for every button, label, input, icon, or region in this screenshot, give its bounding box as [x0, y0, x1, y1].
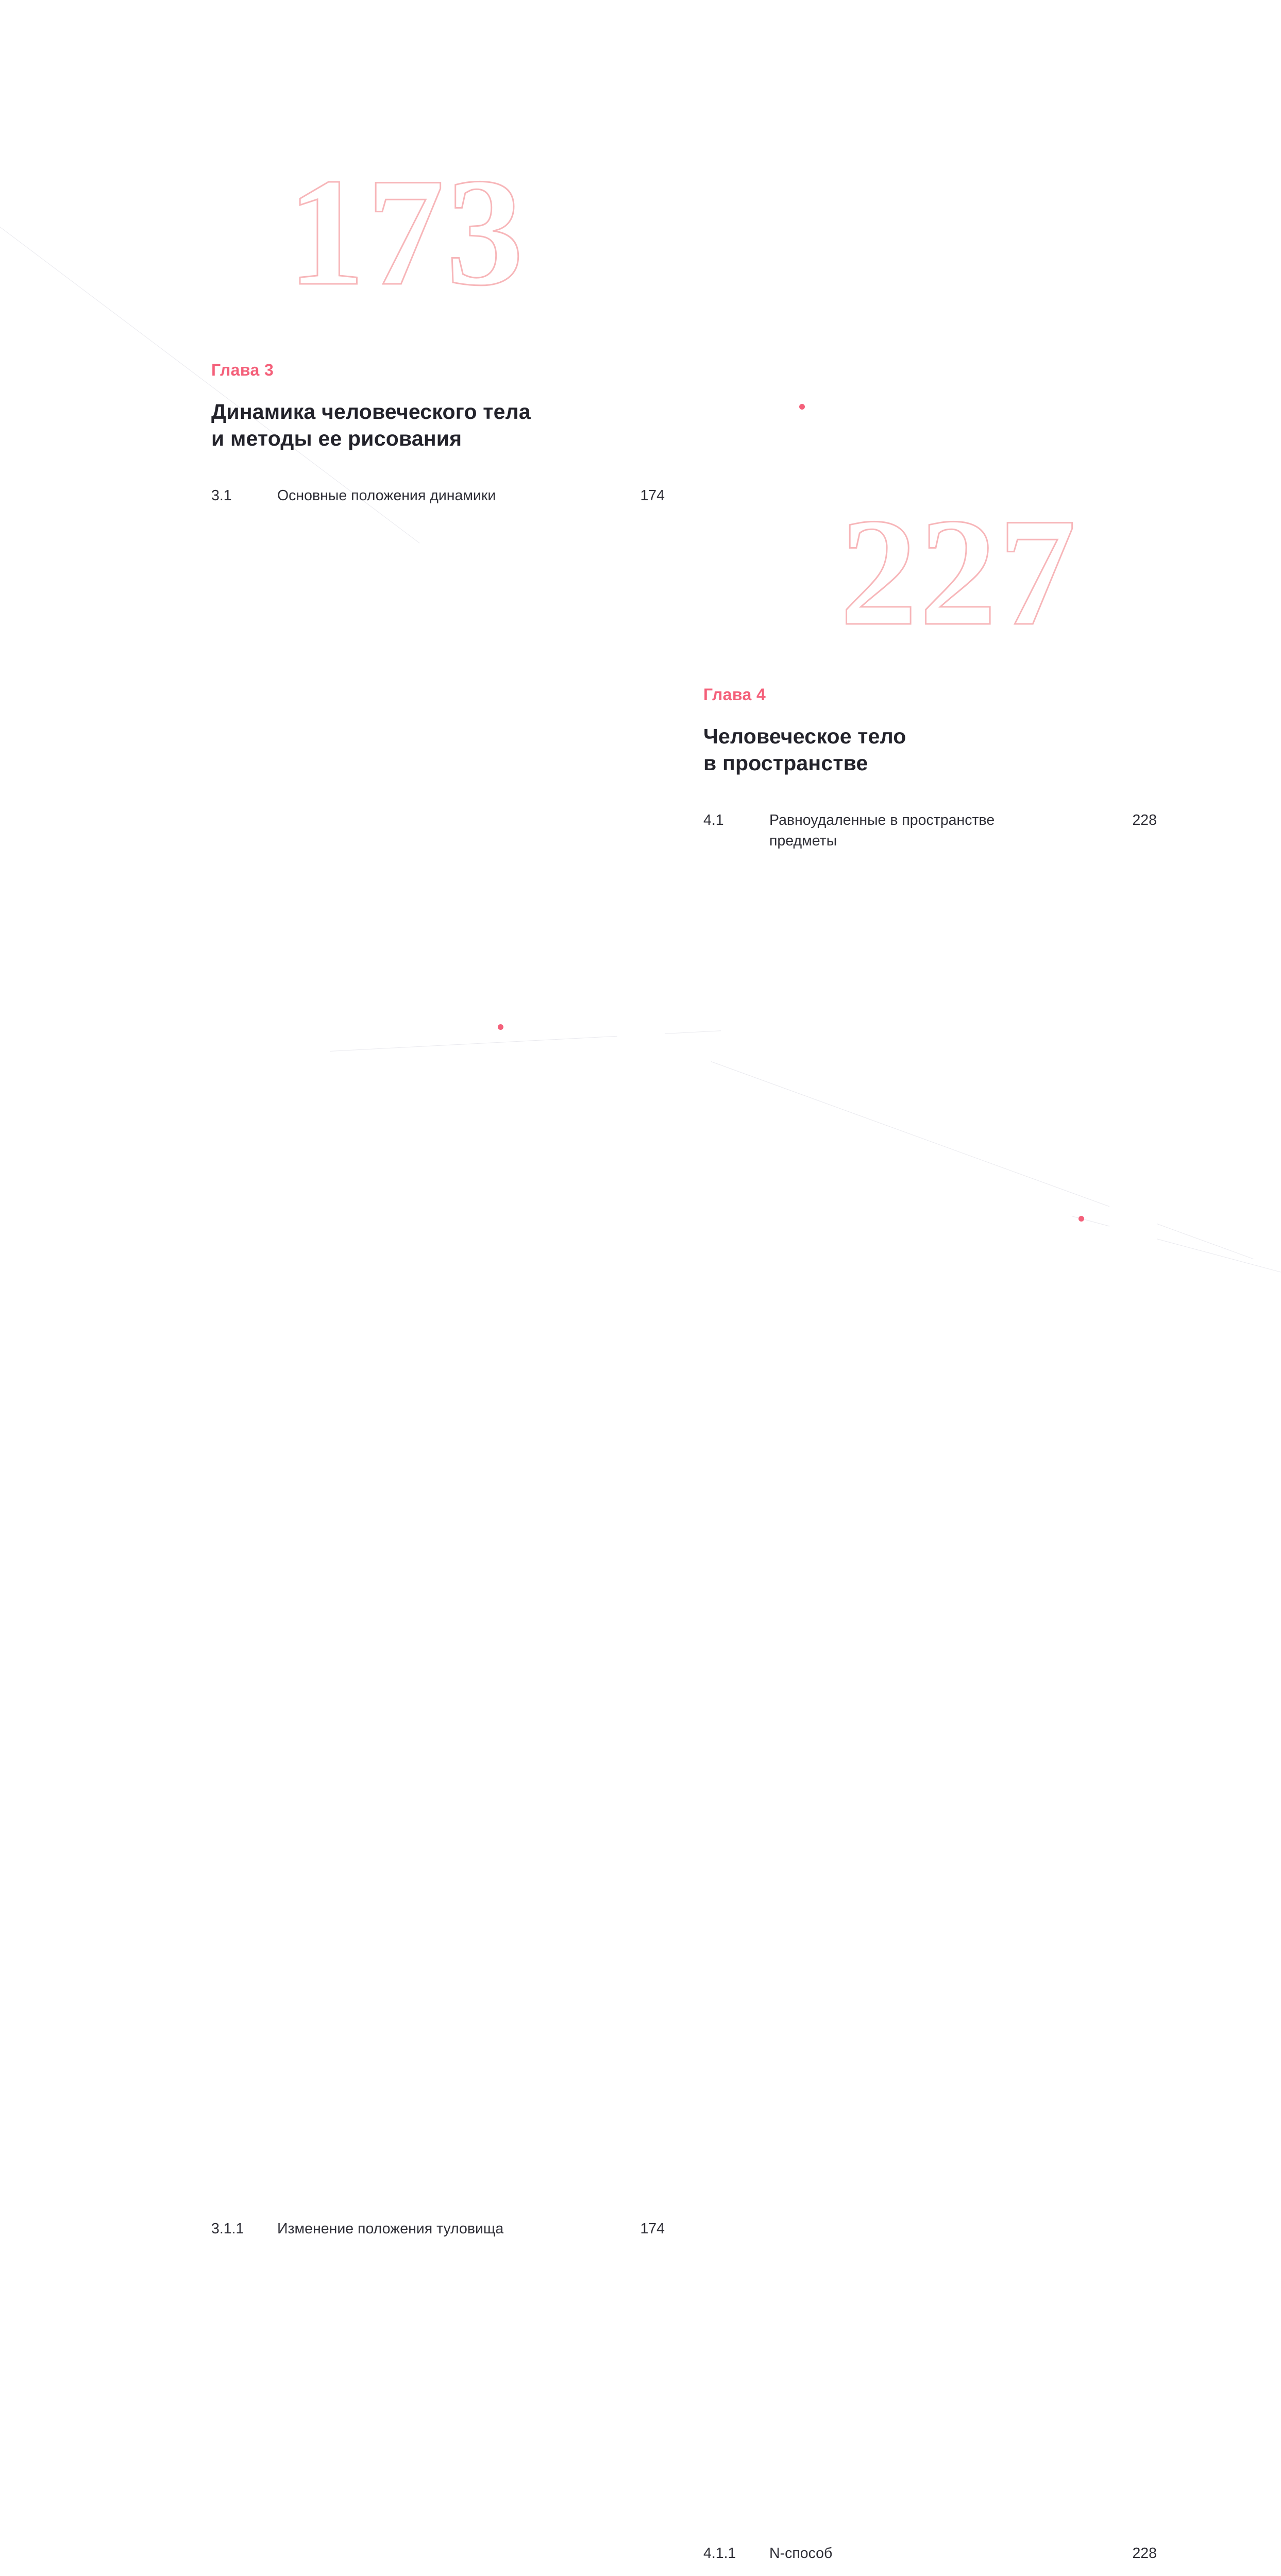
toc-entry-title[interactable]: [769, 2543, 1109, 2576]
chapter-3-toc-table: [211, 485, 665, 2576]
chapter-3-toc-body: [211, 485, 665, 2576]
toc-entry[interactable]: [211, 485, 665, 2218]
chapter-4-title-line-1: Человеческое тело: [703, 724, 906, 748]
chapter-4-title-line-2: в пространстве: [703, 751, 868, 775]
toc-entry[interactable]: [211, 2218, 665, 2576]
chapter-4-toc-body: [703, 810, 1157, 2576]
toc-entry-number: 3.1: [211, 487, 232, 504]
chapter-3-title: [211, 398, 665, 452]
toc-entry-page[interactable]: 174: [617, 2218, 665, 2576]
chapter-4-column: [703, 685, 1157, 2576]
chapter-4-label: Глава 4: [703, 685, 766, 704]
toc-entry-title-line: Изменение положения туловища: [277, 2220, 504, 2237]
chapter-4-title: [703, 723, 1157, 777]
toc-entry-title[interactable]: [277, 485, 617, 2218]
toc-entry[interactable]: [703, 810, 1157, 2543]
chapter-3-label: Глава 3: [211, 361, 274, 379]
toc-entry-title-line: Равноудаленные в пространстве: [769, 811, 995, 828]
toc-entry-number: 4.1: [703, 811, 724, 828]
chapter-3-column: [211, 361, 665, 2576]
toc-entry[interactable]: [703, 2543, 1157, 2576]
big-page-number-right: 227: [840, 486, 1078, 657]
toc-entry-page[interactable]: 228: [1109, 810, 1157, 2543]
big-page-number-left: 173: [288, 146, 526, 317]
decor-dot-1: [799, 404, 805, 410]
toc-entry-page[interactable]: 228: [1109, 2543, 1157, 2576]
toc-entry-title[interactable]: [277, 2218, 617, 2576]
toc-entry-title-line: N-способ: [769, 2545, 833, 2562]
toc-entry-title-line: предметы: [769, 833, 837, 850]
toc-entry-page[interactable]: 174: [617, 485, 665, 2218]
chapter-4-toc-table: [703, 810, 1157, 2576]
chapter-3-title-line-1: Динамика человеческого тела: [211, 400, 531, 423]
chapter-3-title-line-2: и методы ее рисования: [211, 427, 462, 451]
toc-entry-title-line: Основные положения динамики: [277, 487, 496, 504]
toc-entry-number: 4.1.1: [703, 2545, 736, 2562]
toc-entry-number: 3.1.1: [211, 2220, 244, 2237]
toc-entry-title[interactable]: [769, 810, 1109, 2543]
